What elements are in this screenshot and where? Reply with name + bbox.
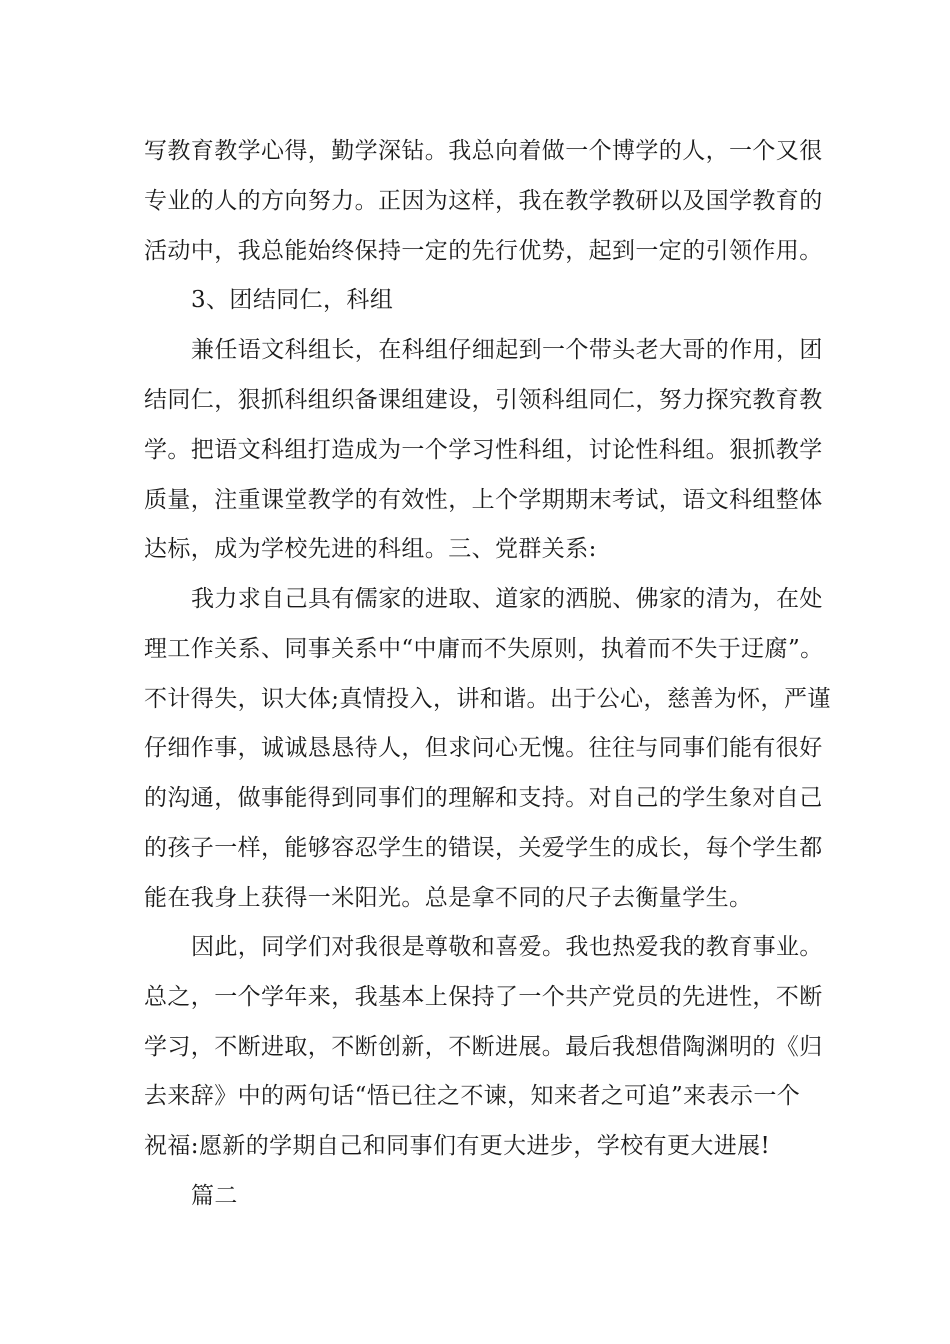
text-line: 达标，成为学校先进的科组。三、党群关系: <box>144 536 597 562</box>
text-line: 仔细作事，诚诚恳恳待人，但求问心无愧。往往与同事们能有很好 <box>144 735 823 761</box>
text-line: 写教育教学心得，勤学深钻。我总向着做一个博学的人，一个又很 <box>144 138 823 164</box>
text-line: 结同仁，狠抓科组织备课组建设，引领科组同仁，努力探究教育教 <box>144 387 823 413</box>
text-line: 学习，不断进取，不断创新，不断进展。最后我想借陶渊明的《归 <box>144 1034 823 1060</box>
section-heading: 3、团结同仁，科组 <box>191 287 394 313</box>
text-line: 我力求自己具有儒家的进取、道家的洒脱、佛家的清为，在处 <box>191 586 823 612</box>
section-heading: 篇二 <box>191 1183 238 1209</box>
text-line: 活动中，我总能始终保持一定的先行优势，起到一定的引领作用。 <box>144 238 823 264</box>
text-line: 的沟通，做事能得到同事们的理解和支持。对自己的学生象对自己 <box>144 785 823 811</box>
text-line: 专业的人的方向努力。正因为这样，我在教学教研以及国学教育的 <box>144 188 823 214</box>
text-line: 的孩子一样，能够容忍学生的错误，关爱学生的成长，每个学生都 <box>144 835 823 861</box>
text-line: 总之，一个学年来，我基本上保持了一个共产党员的先进性，不断 <box>144 984 823 1010</box>
text-line: 去来辞》中的两句话“悟已往之不谏，知来者之可追”来表示一个 <box>144 1083 801 1109</box>
text-line: 兼任语文科组长，在科组仔细起到一个带头老大哥的作用，团 <box>191 337 823 363</box>
text-line: 不计得失，识大体;真情投入，讲和谐。出于公心，慈善为怀，严谨 <box>144 686 831 712</box>
text-line: 能在我身上获得一米阳光。总是拿不同的尺子去衡量学生。 <box>144 885 753 911</box>
text-line: 理工作关系、同事关系中“中庸而不失原则，执着而不失于迂腐”。 <box>144 636 824 662</box>
text-line: 祝福:愿新的学期自己和同事们有更大进步，学校有更大进展! <box>144 1133 771 1159</box>
text-line: 质量，注重课堂教学的有效性，上个学期期末考试，语文科组整体 <box>144 487 823 513</box>
text-line: 学。把语文科组打造成为一个学习性科组，讨论性科组。狠抓教学 <box>144 437 823 463</box>
text-line: 因此，同学们对我很是尊敬和喜爱。我也热爱我的教育事业。 <box>191 934 823 960</box>
